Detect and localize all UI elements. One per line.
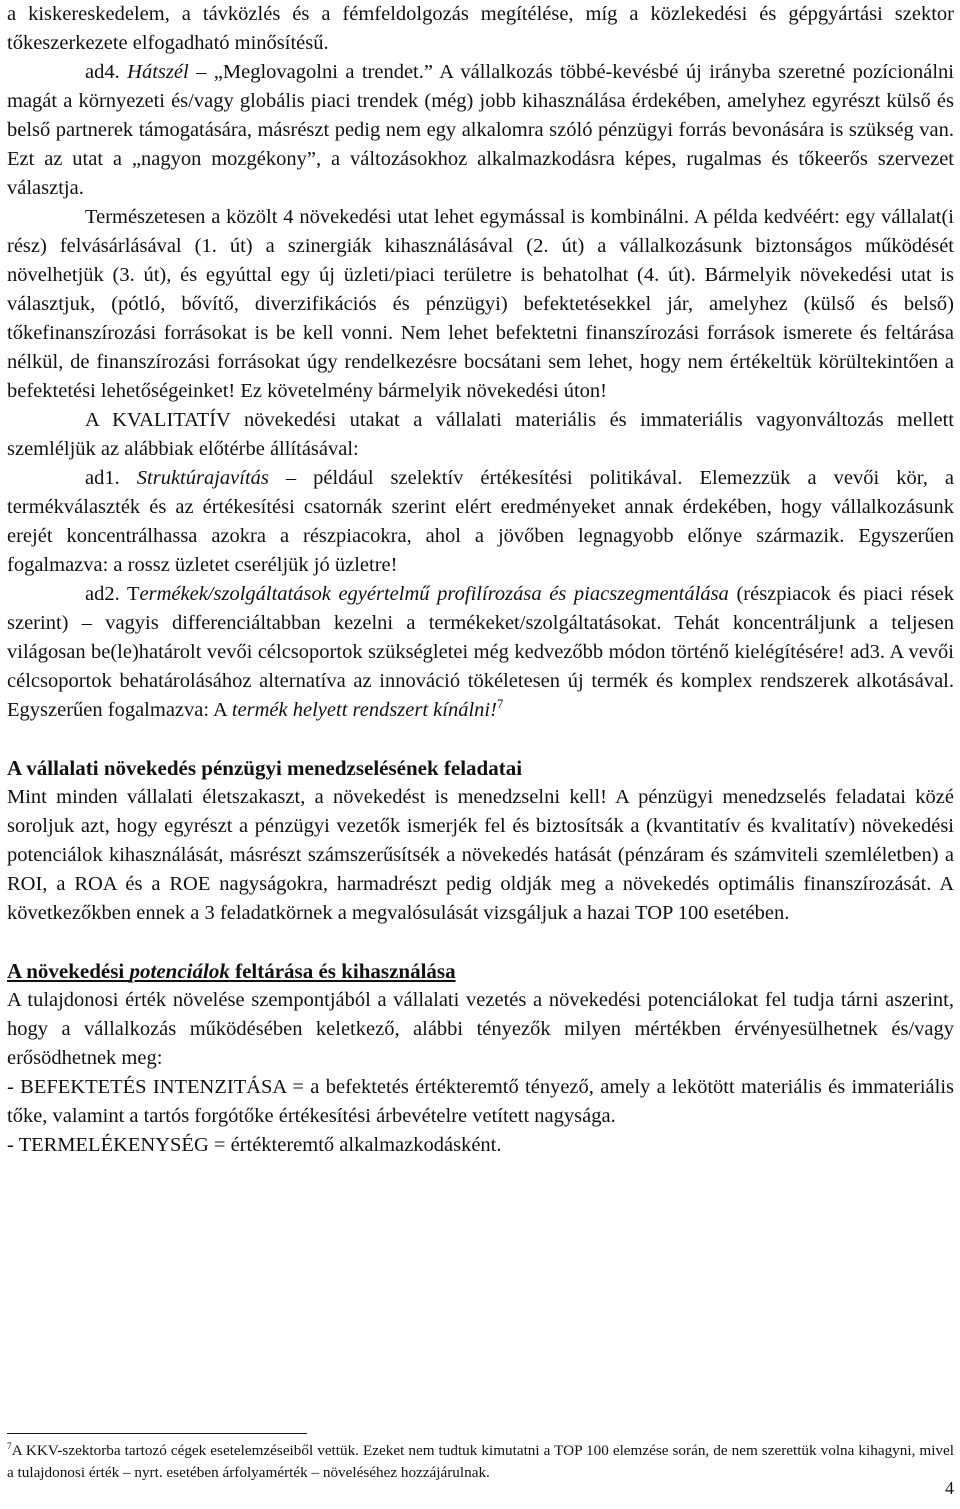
document-page [7,0,954,1160]
section-heading-growth-potentials [7,957,954,986]
paragraph-ad2 [7,580,954,725]
paragraph-intro: a kiskereskedelem, a távközlés és a fémfeldolgozás megítélése, míg a közlekedési és gépgyártási szektor tőkeszerkezete elfogadható minősítésű. [7,3,954,54]
item-number: ad4. [85,61,120,83]
item-title: Hátszél [127,61,189,83]
paragraph-qualitative: A KVALITATÍV növekedési utakat a vállalati materiális és immateriális vagyonváltozás mellett szemléljük az alábbiak előtérbe állításával: [7,409,954,460]
item-text: (részpiacok és piaci rések szerint) – vagyis differenciáltabban kezelni a termékeket/szolgáltatásokat. Tehát koncentráljunk a teljesen világosan be(le)határolt vevői célcsoportok szükségletei még kedvezőbb módon történő kielégítésére! ad3. A vevői célcsoportok behatárolásához alternatíva az innováció tökéletesen új termék és komplex rendszerek alkotásával. Egyszerűen fogalmazva: A [7,583,954,721]
item-title-initial: T [127,583,140,605]
footnote-divider [7,1433,307,1434]
item-quote: termék helyett rendszert kínálni! [231,699,497,721]
list-item-productivity: - TERMELÉKENYSÉG = értékteremtő alkalmazkodásként. [7,1134,502,1156]
footnote-number: 7 [7,1441,12,1452]
paragraph-combine: Természetesen a közölt 4 növekedési utat lehet egymással is kombinálni. A példa kedvéért: egy vállalat(i rész) felvásárlásával (1. út) a szinergiák kihasználásával (2. út) a vállalkozásunk biztonságos működését növelhetjük (3. út), és egyúttal egy új üzleti/piaci területre is behatolhat (4. út). Bármelyik növekedési utat is választjuk, (pótló, bővítő, diverzifikációs és pénzügyi) befektetésekkel jár, amelyhez (külső és belső) tőkefinanszírozási forrásokat is be kell vonni. Nem lehet befektetni finanszírozási források ismerete és feltárása nélkül, de finanszírozási forrásokat úgy rendelkezésre bocsátani sem lehet, hogy nem értékeltük körültekintően a befektetési lehetőségeinket! Ez követelmény bármelyik növekedési úton! [7,206,954,402]
paragraph-financial-management: Mint minden vállalati életszakaszt, a növekedést is menedzselni kell! A pénzügyi menedzselés feladatai közé soroljuk azt, hogy egyrészt a pénzügyi vezetők ismerjék fel és biztosítsák a (kvantitatív és kvalitatív) növekedési potenciálok kihasználását, másrészt számszerűsítsék a növekedés hatását (pénzáram és számviteli szemléletben) a ROI, a ROA és a ROE nagyságokra, harmadrészt pedig oldják meg a növekedés optimális finanszírozását. A következőkben ennek a 3 feladatkörnek a megvalósulását vizsgáljuk a hazai TOP 100 esetében. [7,786,954,924]
page-number: 4 [945,1478,954,1498]
section-heading-financial-management: A vállalati növekedés pénzügyi menedzselésének feladatai [7,756,523,780]
heading-part: A növekedési [7,959,130,983]
list-item-investment-intensity: - BEFEKTETÉS INTENZITÁSA = a befektetés értékteremtő tényező, amely a lekötött materiális és immateriális tőke, valamint a tartós forgótőke értékesítési árbevételre vetített nagysága. [7,1076,954,1127]
item-number: ad2. [85,583,120,605]
paragraph-ad1 [7,464,954,580]
item-text: – „Meglovagolni a trendet.” A vállalkozás többé-kevésbé új irányba szeretné pozícionálni magát a környezeti és/vagy globális piaci trendek (még) jobb kihasználása érdekében, amelyhez egyrészt külső és belső partnerek támogatására, másrészt pedig nem egy alkalomra szóló pénzügyi forrás bevonására is szükség van. Ezt az utat a „nagyon mozgékony”, a változásokhoz alkalmazkodásra képes, rugalmas és tőkeerős szervezet választja. [7,61,955,199]
footnote-reference[interactable]: 7 [496,697,504,712]
paragraph-growth-potentials: A tulajdonosi érték növelése szempontjából a vállalati vezetés a növekedési potenciálokat fel tudja tárni aszerint, hogy a vállalkozás működésében keletkező, alábbi tényezők milyen mértékben érvényesülhetnek és/vagy erősödhetnek meg: [7,989,954,1069]
item-title: ermékek/szolgáltatások egyértelmű profilírozása és piacszegmentálása [139,583,729,605]
footnote-text: A KKV-szektorba tartozó cégek esetelemzéseiből vettük. Ezeket nem tudtuk kimutatni a TOP 100 elemzése során, de nem szerettük volna kihagyni, mivel a tulajdonosi érték – nyrt. esetében árfolyamérték – növeléséhez hozzájárulnak. [7,1442,954,1481]
heading-part: feltárása és kihasználása [229,959,456,983]
item-text: – például szelektív értékesítési politikával. Elemezzük a vevői kör, a termékválaszték és az értékesítési csatornák szerint elért eredményeket annak érdekében, hogy vállalkozásunk erejét koncentrálhassa azokra a részpiacokra, ahol a jövőben legnagyobb előnye származik. Egyszerűen fogalmazva: a rossz üzletet cseréljük jó üzletre! [7,467,954,576]
paragraph-ad4 [7,58,954,203]
item-title: Struktúrajavítás [136,467,269,489]
heading-part-italic: potenciálok [129,959,230,983]
footnote [7,1440,954,1484]
item-number: ad1. [85,467,120,489]
